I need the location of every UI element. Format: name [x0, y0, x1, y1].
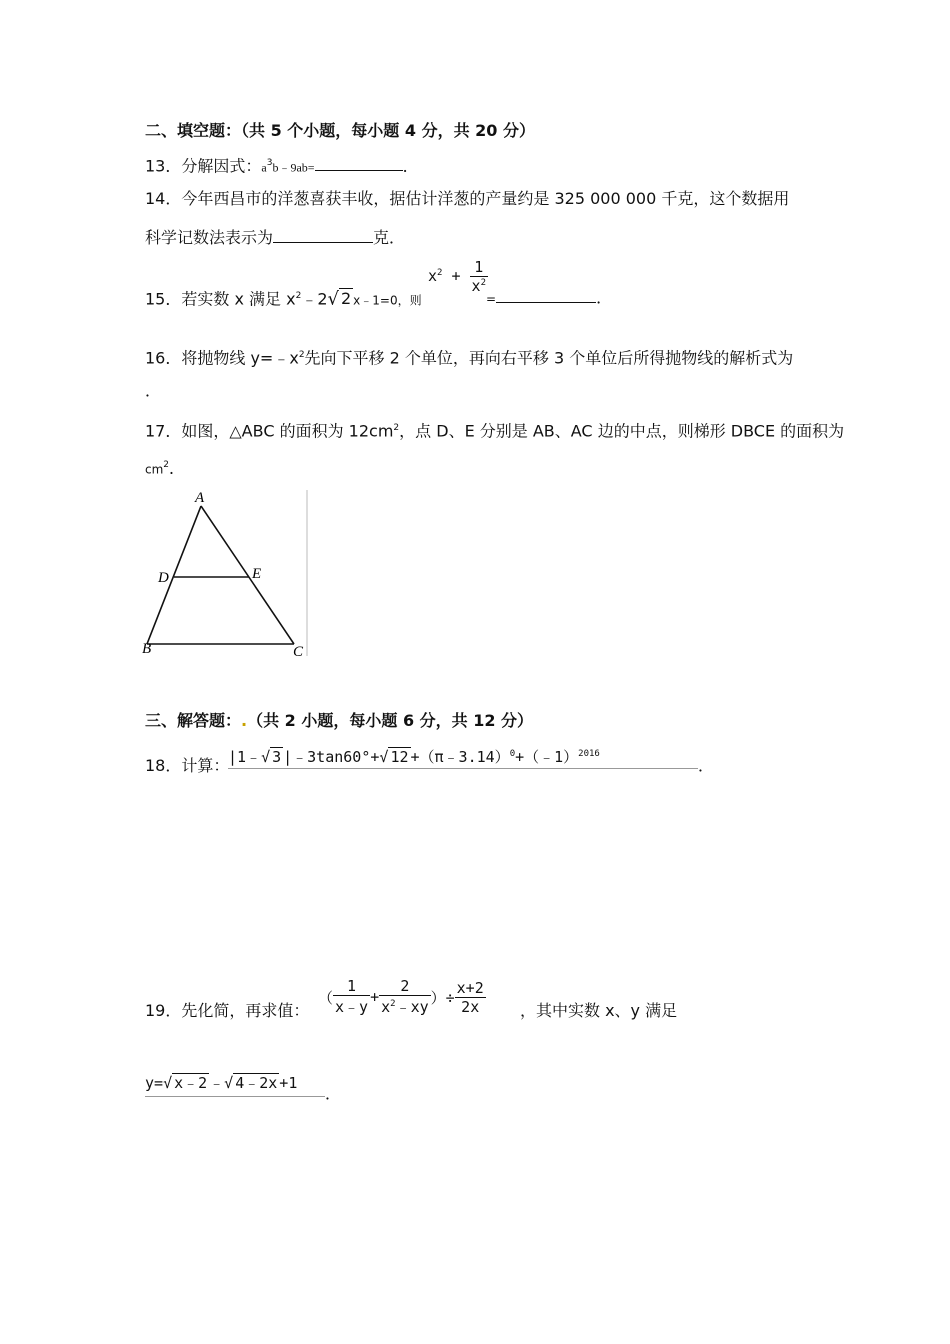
label-e: E [252, 566, 262, 582]
q15-eq: = [486, 292, 497, 306]
q19-fraction-3 [455, 979, 486, 1016]
q19-rparen: ）÷ [430, 988, 455, 1007]
q19-frac2-den [379, 996, 431, 1017]
q15-rest: x﹣1=0，则 [353, 293, 422, 308]
q13-number: 13． [145, 156, 182, 176]
q16-text1: 将抛物线 y=﹣x [181, 348, 299, 368]
q15-frac-num: 1 [470, 258, 488, 277]
q15-end: ． [596, 288, 613, 307]
label-d: D [158, 570, 169, 586]
q15-answer-blank[interactable] [496, 286, 596, 303]
q13-expr-sup: 3 [266, 158, 273, 168]
q16-sup: 2 [298, 350, 305, 360]
section-2-note: （共 5 个小题，每小题 4 分，共 20 分） [241, 121, 535, 140]
section-3-dot: . [241, 711, 248, 730]
q18-sqrt12: 12 [390, 748, 409, 766]
q18-abs-right: |﹣3tan60°+ [283, 748, 380, 766]
q15-sqrt-arg: 2 [340, 289, 352, 309]
q15-frac-den-sup: 2 [480, 278, 486, 288]
sqrt-symbol: √ [261, 748, 271, 766]
question-19 [145, 1001, 309, 1021]
section-3-heading: 三、解答题： [145, 711, 242, 730]
q19-expression-image [318, 972, 486, 1022]
q19-text: 先化简，再求值： [181, 1001, 310, 1020]
sqrt-symbol: √ [379, 748, 389, 766]
q15-answer-row [486, 286, 612, 309]
question-16 [145, 345, 793, 368]
q13-end: ． [402, 156, 419, 176]
q17-line2 [145, 455, 185, 479]
q15-number: 15． [145, 289, 182, 309]
q16-text2: 先向下平移 2 个单位，再向右平移 3 个单位后所得抛物线的解析式为 [304, 348, 794, 368]
q18-rest: +（π﹣3.14） [410, 748, 510, 766]
q17-number: 17． [145, 421, 182, 441]
q18-abs-left: |1﹣ [228, 748, 262, 766]
q15-frac-den-base: x [471, 277, 481, 295]
q19-minus: ﹣ [209, 1074, 225, 1092]
q15-frac-left: x [428, 267, 438, 285]
q15-sup: 2 [295, 291, 302, 301]
q15-expression-image [428, 258, 488, 295]
q17-sup: 2 [393, 423, 400, 433]
q19-frac2-den-b: ﹣xy [395, 998, 429, 1016]
q18-text: 计算： [181, 756, 230, 775]
q15-mid: ﹣2 [301, 289, 328, 309]
q18-end: ． [698, 756, 715, 775]
q13-answer-blank[interactable] [315, 154, 403, 171]
q19-y: y= [145, 1074, 164, 1092]
q19-frac3-den: 2x [461, 997, 480, 1016]
q19-end: ． [325, 1084, 342, 1103]
q17-unit: cm [145, 462, 164, 477]
q19-fraction-2 [379, 977, 431, 1017]
q17-unit-sup: 2 [163, 460, 170, 470]
q19-lparen: （ [318, 988, 334, 1007]
q19-frac2-num: 2 [379, 977, 431, 996]
side-ab [147, 506, 201, 644]
q13-text: 分解因式： [181, 156, 262, 176]
q18-sqrt3: 3 [272, 748, 282, 766]
q14-line2-post: 克． [373, 228, 406, 247]
q19-sqrt-a: x﹣2 [174, 1074, 208, 1092]
q19-frac1-num: 1 [333, 977, 370, 996]
q15-frac-left-sup: 2 [437, 268, 443, 278]
q19-frac2-den-sup: 2 [390, 999, 396, 1009]
q14-line2-pre: 科学记数法表示为 [145, 228, 274, 247]
side-ac [201, 506, 294, 644]
q19-frac2-den-a: x [381, 998, 391, 1016]
sqrt-symbol: √ [327, 288, 339, 310]
question-13 [145, 153, 419, 177]
q13-expr-rest: b﹣9ab= [272, 160, 315, 175]
q18-plus2: +（﹣1） [515, 748, 579, 766]
q15-plus: + [451, 267, 461, 285]
q19-condition-image [145, 1070, 325, 1097]
q19-frac1-den: x﹣y [335, 998, 369, 1016]
q16-line2: ． [145, 381, 162, 400]
q14-answer-blank[interactable] [273, 226, 373, 243]
q19-fraction-1 [333, 977, 370, 1017]
q13-expr-a: a [261, 160, 267, 175]
label-c: C [293, 644, 304, 660]
q19-plus1: +1 [279, 1074, 298, 1092]
question-14-line1 [145, 189, 789, 209]
q19-number: 19． [145, 1001, 182, 1020]
question-18 [145, 756, 229, 776]
q18-expression-image [228, 740, 698, 769]
question-15 [145, 286, 422, 310]
q19-sqrt-b: 4﹣2x [235, 1074, 278, 1092]
q18-sup2016: 2016 [578, 749, 600, 759]
q15-text: 若实数 x 满足 x [181, 289, 296, 309]
sqrt-symbol: √ [163, 1074, 173, 1092]
q18-sup0: 0 [509, 749, 516, 759]
triangle-figure [140, 488, 312, 660]
question-17 [145, 418, 844, 441]
section-3-note: （共 2 小题，每小题 6 分，共 12 分） [247, 711, 534, 730]
question-14-line2 [145, 226, 405, 248]
section-3-heading-row [145, 708, 533, 731]
label-a: A [195, 490, 205, 506]
q17-text2: ，点 D、E 分别是 AB、AC 边的中点，则梯形 DBCE 的面积为 [399, 421, 845, 441]
q19-frac3-num: x+2 [456, 978, 484, 997]
q16-number: 16． [145, 348, 182, 368]
section-2-heading: 二、填空题： [145, 121, 242, 140]
q14-line1: 今年西昌市的洋葱喜获丰收，据估计洋葱的产量约是 325 000 000 千克，这个数据用 [181, 189, 790, 208]
label-b: B [142, 641, 152, 657]
q19-tail: ，其中实数 x、y 满足 [520, 1001, 678, 1020]
sqrt-symbol: √ [224, 1074, 234, 1092]
q18-number: 18． [145, 756, 182, 775]
q14-number: 14． [145, 189, 182, 208]
section-2-heading-row [145, 118, 535, 141]
q19-plus: + [370, 988, 380, 1006]
q17-end: ． [169, 458, 186, 478]
q17-text1: 如图，△ABC 的面积为 12cm [181, 421, 394, 441]
